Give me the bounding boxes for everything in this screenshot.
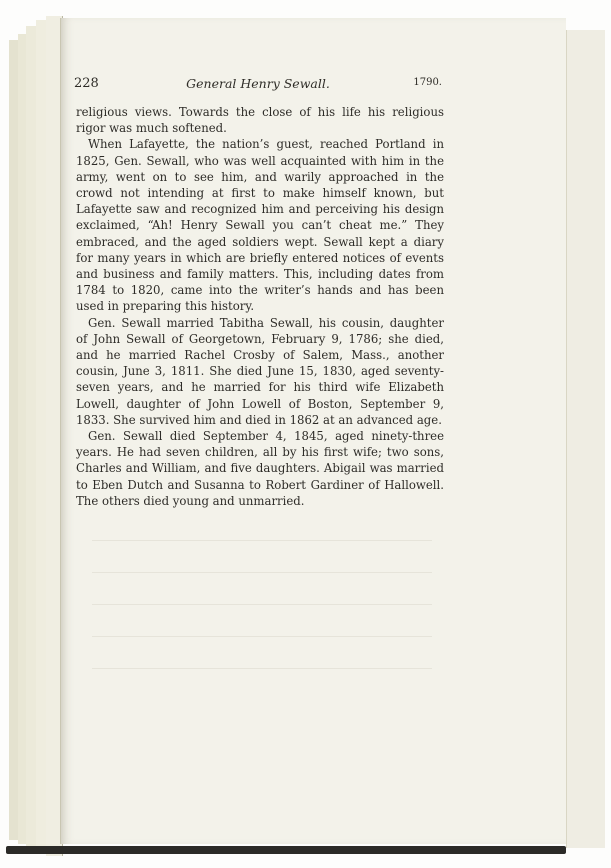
show-through (92, 540, 432, 541)
page-number: 228 (74, 76, 99, 91)
paragraph: Gen. Sewall married Tabitha Sewall, his cousin, daughter of John Sewall of Georgetown, February 9, 1786; she died, and he married Rachel Crosby of Salem, Mass., another cousin, June 3, 1811. She died June 15, 1830, aged seventy-seven years, and he married for his third wife Elizabeth Lowell, daughter of John Lowell of Boston, September 9, 1833. She survived him and died in 1862 at an advanced age. (76, 315, 444, 427)
show-through (92, 668, 432, 669)
running-header (74, 76, 442, 96)
paragraph: When Lafayette, the nation’s guest, reached Portland in 1825, Gen. Sewall, who was well acquainted with him in the army, went on to see him, and warily approached in the crowd not intending at first to make himself known, but Lafayette saw and recognized him and perceiving his design exclaimed, “Ah! Henry Sewall you can’t cheat me.” They embraced, and the aged soldiers wept. Sewall kept a diary for many years in which are briefly entered notices of events and business and family matters. This, including dates from 1784 to 1820, came into the writer’s hands and has been used in preparing this history. (76, 137, 444, 314)
running-title: General Henry Sewall. (186, 76, 330, 91)
header-year: 1790. (413, 77, 442, 88)
paragraph: Gen. Sewall died September 4, 1845, aged ninety-three years. He had seven children, all by his first wife; two sons, Charles and William, and five daughters. Abigail was married to Eben Dutch and Susanna to Robert Gardiner of Hallowell. The others died young and unmarried. (76, 429, 444, 508)
paragraph: religious views. Towards the close of his life his religious rigor was much softened. (76, 105, 444, 136)
show-through (92, 636, 432, 637)
show-through (92, 604, 432, 605)
back-cover-edge (566, 30, 605, 848)
show-through (92, 572, 432, 573)
body-text (76, 104, 444, 509)
book-bottom-shadow (6, 846, 566, 854)
